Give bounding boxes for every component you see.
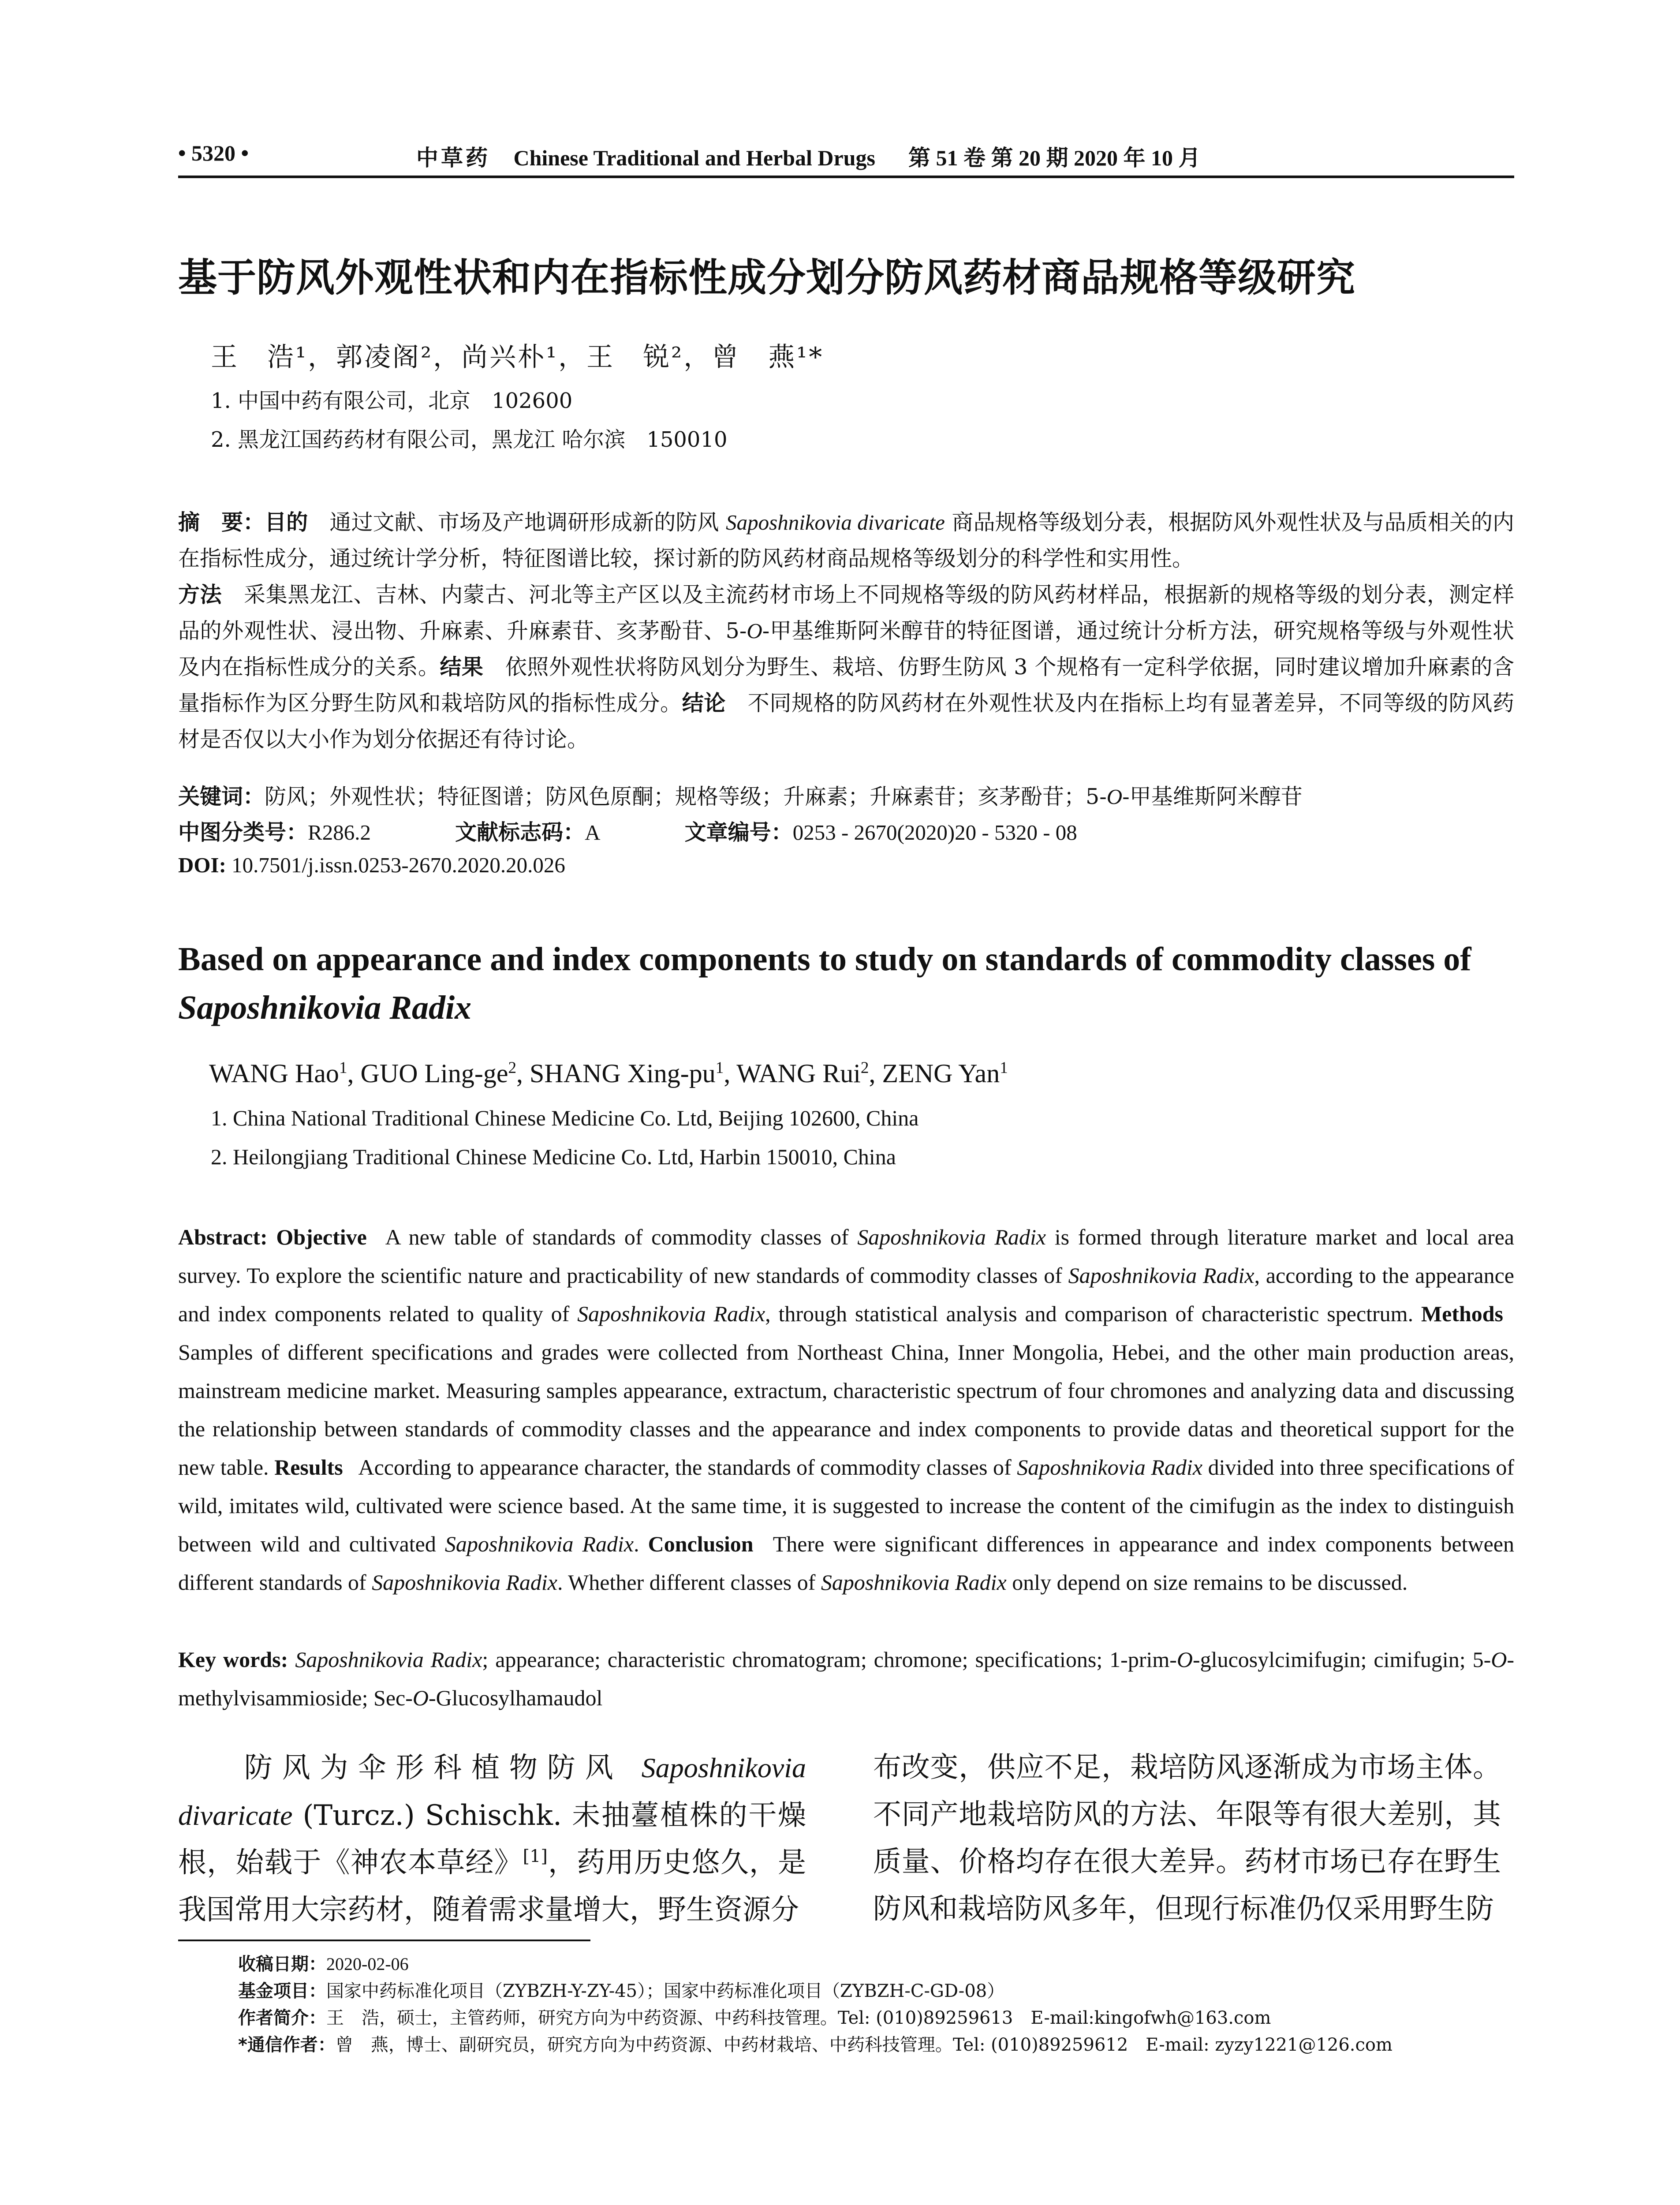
conclusion-en-label: Conclusion [648,1532,754,1556]
journal-issue: 第 51 卷 第 20 期 2020 年 10 月 [908,146,1201,170]
footnote-funding [238,1977,1004,2002]
clc-label: 中图分类号： [178,820,308,845]
footnote-received [238,1950,409,1975]
objective-zh-text: 通过文献、市场及产地调研形成新的防风 [329,510,726,535]
keywords-en [178,1641,1514,1717]
title-en-latin: Saposhnikovia Radix [178,989,472,1026]
keywords-en-label: Key words: [178,1647,288,1672]
keywords-zh-label: 关键词： [178,784,265,809]
author-en: ZENG Yan [882,1059,1000,1088]
doc-code-label: 文献标志码： [455,820,585,845]
journal-name-zh: 中草药 [416,146,490,170]
paper-title-zh: 基于防风外观性状和内在指标性成分划分防风药材商品规格等级研究 [178,255,1356,300]
author-en: WANG Hao [209,1059,339,1088]
keywords-en-o: O [1176,1647,1193,1672]
results-zh-text: 依照外观性状将防风划分为野生、栽培、仿野生防风 3 个规格有一定科学依据，同时建议增加升麻素的含量指标作为区分野生防风和栽培防风的指标性成分。 [178,654,1514,716]
abstract-zh-label: 摘 要： [178,510,265,535]
latin-name: Saposhnikovia Radix [857,1225,1046,1249]
keywords-zh-text: 防风；外观性状；特征图谱；防风色原酮；规格等级；升麻素；升麻素苷；亥茅酚苷；5- [265,784,1107,809]
methods-en-label: Methods [1421,1301,1504,1326]
footnote-label: 基金项目： [238,1981,326,2001]
paper-title-en [178,935,1514,1032]
conclusion-zh-text: 不同规格的防风药材在外观性状及内在指标上均有显著差异，不同等级的防风药材是否仅以大小作为划分依据还有待讨论。 [178,691,1514,752]
doi-line [178,852,565,878]
latin-name: Saposhnikovia Radix [444,1532,634,1556]
footnote-rule [178,1940,590,1941]
authors-zh: 王 浩¹，郭凌阁²，尚兴朴¹，王 锐²，曾 燕¹* [211,342,824,373]
author-en: WANG Rui [736,1059,861,1088]
abstract-zh [178,505,1514,758]
body-text: ，药用历史悠久，是我国常用大宗药材，随着需求量增大，野生资源分 [178,1846,806,1926]
doi-value[interactable]: 10.7501/j.issn.0253-2670.2020.20.026 [231,853,565,877]
keywords-en-o: O [412,1686,429,1710]
conclusion-en-text: There were significant differences in appearance and index components between different standards of [178,1532,1514,1595]
body-text: 防风为伞形科植物防风 [235,1752,642,1784]
footnote-label: *通信作者： [238,2035,336,2055]
objective-en-label: Objective [276,1225,367,1249]
conclusion-zh-label: 结论 [682,691,726,716]
latin-name: Saposhnikovia divaricate [726,510,945,534]
body-column-right: 布改变，供应不足，栽培防风逐渐成为市场主体。不同产地栽培防风的方法、年限等有很大差别，其质量、价格均存在很大差异。药材市场已存在野生防风和栽培防风多年，但现行标准仍仅采用野生防 [873,1751,1501,1925]
author-affil-mark: 1 [339,1059,347,1077]
author-affil-mark: 1 [715,1059,724,1077]
running-header [178,140,1514,176]
methods-zh-text-2: -甲基维斯阿米醇苷的特征图谱，通过统计分析方法，研究规格等级与外观性状及内在指标性成分的关系。 [178,618,1514,680]
methods-zh-text: 采集黑龙江、吉林、内蒙古、河北等主产区以及主流药材市场上不同规格等级的防风药材样品，根据新的规格等级的划分表，测定样品的外观性状、浸出物、升麻素、升麻素苷、亥茅酚苷、5- [178,582,1514,643]
classification-line [178,815,1077,846]
doc-code-value: A [585,820,601,845]
footnote-corresponding [238,2031,1393,2056]
footnote-text: 曾 燕，博士、副研究员，研究方向为中药资源、中药材栽培、中药科技管理。Tel: (010)89259612 E-mail: zyzy1221@126.com [335,2035,1393,2055]
article-number-label: 文章编号： [684,820,793,845]
article-number-value: 0253 - 2670(2020)20 - 5320 - 08 [792,820,1077,845]
body-column-left [178,1744,806,1934]
keywords-en-o: O [1491,1647,1507,1672]
author-affil-mark: 2 [508,1059,517,1077]
journal-name [416,140,1200,172]
footnote-text: 王 浩，硕士，主管药师，研究方向为中药资源、中药科技管理。Tel: (010)89259613 E-mail:kingofwh@163.com [326,2008,1271,2028]
results-en-text: divided into three specifications of wild, imitates wild, cultivated were science based. At the same time, it is suggested to increase the content of the cimifugin as the index to distinguish between wild and cultivated [178,1455,1515,1556]
affiliation-en-2: 2. Heilongjiang Traditional Chinese Medicine Co. Ltd, Harbin 150010, China [211,1144,896,1169]
abstract-en-label: Abstract: [178,1225,268,1249]
methods-zh-o: O [747,619,762,643]
methods-en-text: Samples of different specifications and grades were collected from Northeast China, Inner Mongolia, Hebei, and the other main production areas, mainstream medicine market. Measuring samples appearance, extractum, characteristic spectrum of four chromones and analyzing data and discussing the relationship between standards of commodity classes and the appearance and index components to provide datas and theoretical support for the new table. [178,1340,1514,1480]
footnote-author-bio [238,2004,1271,2029]
journal-name-en: Chinese Traditional and Herbal Drugs [513,146,875,170]
objective-en-text: A new table of standards of commodity classes of [385,1225,858,1249]
objective-zh-text-2: 商品规格等级划分表，根据防风外观性状及与品质相关的内在指标性成分，通过统计学分析，特征图谱比较，探讨新的防风药材商品规格等级划分的科学性和实用性。 [178,510,1514,571]
affiliation-zh-2: 2. 黑龙江国药药材有限公司，黑龙江 哈尔滨 150010 [211,427,728,452]
title-en-text: Based on appearance and index components to study on standards of commodity classes of [178,941,1471,978]
keywords-en-text: -Glucosylhamaudol [428,1686,603,1710]
keywords-zh-text-2: -甲基维斯阿米醇苷 [1122,784,1303,809]
latin-name: Saposhnikovia Radix [1068,1263,1254,1288]
abstract-en [178,1218,1514,1602]
affiliation-en-1: 1. China National Traditional Chinese Medicine Co. Ltd, Beijing 102600, China [211,1106,919,1130]
conclusion-en-text: . Whether different classes of [557,1570,821,1595]
author-affil-mark: 1 [1000,1059,1008,1077]
body-text: (Turcz.) Schischk. 未抽薹植株的干燥根，始载于《神农本草经》 [178,1799,806,1879]
author-en: SHANG Xing-pu [530,1059,716,1088]
doi-label: DOI: [178,853,226,877]
header-rule [178,176,1514,178]
results-en-text: According to appearance character, the standards of commodity classes of [358,1455,1017,1480]
citation-ref[interactable]: [1] [523,1846,548,1867]
results-zh-label: 结果 [440,654,484,680]
keywords-en-text: ; appearance; characteristic chromatogram; chromone; specifications; 1-prim- [482,1647,1177,1672]
latin-name: Saposhnikovia Radix [821,1570,1007,1595]
footnote-text: 2020-02-06 [326,1954,409,1974]
objective-en-text: , through statistical analysis and comparison of characteristic spectrum. [765,1301,1414,1326]
keywords-zh [178,779,1514,815]
latin-name: Saposhnikovia Radix [372,1570,557,1595]
footnote-label: 作者简介： [238,2008,326,2028]
objective-en-text: is formed through literature market and local area survey. To explore the scientific nature and practicability of new standards of commodity classes of [178,1225,1514,1288]
footnote-text: 国家中药标准化项目（ZYBZH-Y-ZY-45）；国家中药标准化项目（ZYBZH-C-GD-08） [326,1981,1005,2001]
objective-zh-label: 目的 [265,510,308,535]
latin-name: Saposhnikovia divaricate [178,1752,806,1831]
affiliation-zh-1: 1. 中国中药有限公司，北京 102600 [211,389,573,413]
clc-value: R286.2 [308,820,371,845]
keywords-en-text: -methylvisammioside; Sec- [178,1647,1515,1710]
author-affil-mark: 2 [860,1059,869,1077]
latin-name: Saposhnikovia Radix [295,1647,482,1672]
author-en: GUO Ling-ge [360,1059,508,1088]
latin-name: Saposhnikovia Radix [1017,1455,1203,1480]
authors-en: WANG Hao$^1$, GUO Ling-$ge^2$, SHANG Xing-$pu^1$, WANG Rui$^2$, ZENG Yan$^1$ [209,1059,1008,1088]
objective-en-text: , according to the appearance and index components related to quality of [178,1263,1514,1326]
results-en-label: Results [274,1455,343,1480]
keywords-en-text: -glucosylcimifugin; cimifugin; 5- [1193,1647,1491,1672]
keywords-zh-o: O [1106,785,1123,809]
methods-zh-label: 方法 [178,582,222,607]
latin-name: Saposhnikovia Radix [577,1301,765,1326]
page-number: • 5320 • [178,141,249,165]
results-en-text: . [634,1532,639,1556]
footnote-label: 收稿日期： [238,1954,326,1974]
conclusion-en-text: only depend on size remains to be discussed. [1006,1570,1408,1595]
